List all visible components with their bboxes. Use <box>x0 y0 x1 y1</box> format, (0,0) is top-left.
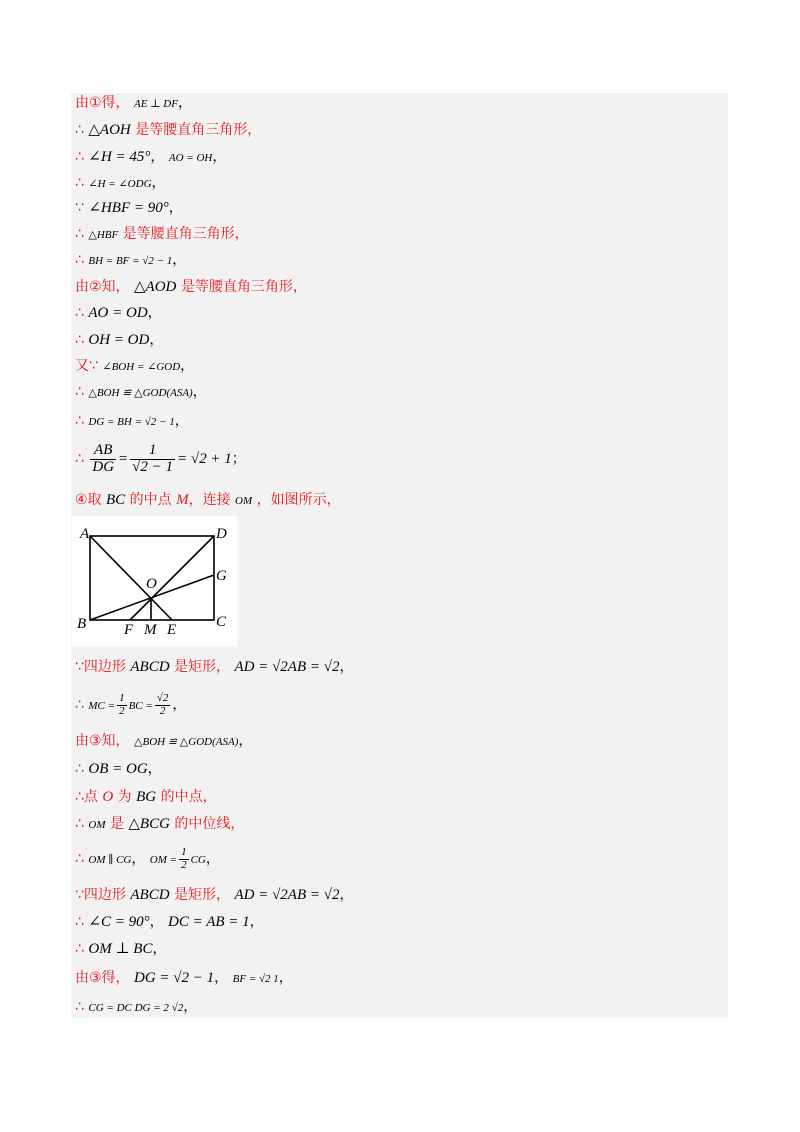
fraction-numerator: 1 <box>130 443 175 460</box>
punct: ， <box>339 659 354 675</box>
punct: ， <box>278 970 293 986</box>
math-expr: CG <box>190 854 206 866</box>
math-expr: BG <box>136 789 157 805</box>
label-d: D <box>216 526 227 542</box>
math-expr: CG = DC DG = 2 √2 <box>88 1002 184 1014</box>
fraction <box>155 693 171 717</box>
math-expr: △AOH <box>88 122 131 138</box>
math-expr: △BCG <box>128 816 170 832</box>
math-expr: BC = <box>128 700 153 712</box>
red-text: ∴ <box>75 451 84 467</box>
red-text: 由③知， <box>75 733 130 749</box>
math-expr: O <box>102 789 114 805</box>
geometry-figure <box>72 516 237 646</box>
red-text: ∴ <box>75 332 84 348</box>
segment-ae <box>90 536 172 620</box>
red-text: ，连接 <box>188 492 231 508</box>
red-text: 为 <box>117 789 132 805</box>
red-text: 是等腰直角三角形， <box>122 226 249 242</box>
math-expr: OM <box>235 495 253 507</box>
red-text: 由③得， <box>75 970 130 986</box>
equals: = <box>118 451 129 467</box>
punct: ， <box>183 999 198 1015</box>
fraction-numerator: 1 <box>181 845 187 858</box>
math-expr: OM ∥ CG <box>88 854 132 866</box>
fraction-numerator: √2 <box>156 691 169 704</box>
red-text: ∴ <box>75 999 84 1015</box>
red-text: 由①得， <box>75 95 130 111</box>
punct: ， <box>147 761 162 777</box>
punct: ， <box>214 970 229 986</box>
red-text: 的中点 <box>129 492 172 508</box>
solution-line <box>75 354 194 378</box>
fraction <box>179 847 189 871</box>
red-text: 的中点， <box>160 789 217 805</box>
solution-line <box>75 301 162 325</box>
solution-line <box>75 488 341 512</box>
punct: ， <box>172 697 187 713</box>
punct: ， <box>152 941 167 957</box>
punct: ， <box>147 305 162 321</box>
red-text: ∴ <box>75 413 84 429</box>
punct: ， <box>172 252 187 268</box>
red-text: 是矩形， <box>174 887 230 903</box>
math-expr: DG = BH = √2 − 1 <box>88 416 175 428</box>
punct: ， <box>168 200 183 216</box>
red-text: ∴ <box>75 914 84 930</box>
red-text: ∴ <box>75 697 84 713</box>
red-text: ∴ <box>75 122 84 138</box>
solution-line <box>75 995 197 1019</box>
math-expr: AD = √2AB = √2 <box>234 887 340 903</box>
label-a: A <box>80 526 90 542</box>
math-expr: ∠BOH = ∠GOD <box>102 361 181 373</box>
red-text: 是矩形， <box>174 659 230 675</box>
solution-line <box>75 729 252 753</box>
punct: ， <box>212 149 227 165</box>
solution-line <box>75 118 261 142</box>
solution-line <box>75 883 353 907</box>
fraction-denominator: √2 − 1 <box>132 458 174 475</box>
math-expr: BF = √2 1 <box>232 973 279 985</box>
red-text: 是等腰直角三角形， <box>135 122 262 138</box>
math-expr: ABCD <box>130 659 170 675</box>
fraction-denominator: 2 <box>119 704 125 717</box>
math-expr: = √2 + 1 <box>177 451 232 467</box>
label-o: O <box>146 576 157 592</box>
red-text: 的中位线， <box>174 816 245 832</box>
solution-line <box>75 812 244 836</box>
red-text: 是等腰直角三角形， <box>180 279 307 295</box>
math-expr: BC <box>106 492 126 508</box>
solution-line <box>75 937 166 961</box>
red-text: ∴ <box>75 851 84 867</box>
math-expr: BH = BF = √2 − 1 <box>88 255 173 267</box>
punct: ， <box>177 95 192 111</box>
math-expr: OM ⊥ BC <box>88 941 153 957</box>
red-text: ∴ <box>75 226 84 242</box>
punct: ， <box>149 914 164 930</box>
math-expr: M <box>176 492 189 508</box>
red-text: ∴ <box>75 816 84 832</box>
label-f: F <box>124 622 134 638</box>
fraction <box>117 693 127 717</box>
red-text: ∵ <box>75 200 84 216</box>
math-expr: DC = AB = 1 <box>168 914 250 930</box>
red-text: ∴ <box>75 305 84 321</box>
solution-line <box>75 966 293 990</box>
math-expr: OH = OD <box>88 332 150 348</box>
math-expr: MC = <box>88 700 116 712</box>
solution-line <box>75 757 162 781</box>
solution-line <box>75 685 186 725</box>
fraction <box>130 443 175 476</box>
math-expr: AE ⊥ DF <box>134 98 178 110</box>
fraction-denominator: 2 <box>181 858 187 871</box>
math-expr: OB = OG <box>88 761 148 777</box>
math-expr: ∠C = 90° <box>88 914 150 930</box>
red-text: ∴ <box>75 252 84 268</box>
label-e: E <box>167 622 177 638</box>
red-text: ，如图所示， <box>256 492 341 508</box>
math-expr: AO = OH <box>168 152 213 164</box>
fraction-numerator: 1 <box>119 691 125 704</box>
red-text: 又∵ <box>75 358 98 374</box>
red-text: ∴点 <box>75 789 98 805</box>
label-g: G <box>216 568 227 584</box>
punct: ； <box>231 451 246 467</box>
red-text: ∵四边形 <box>75 659 126 675</box>
punct: ， <box>131 851 146 867</box>
fraction-denominator: DG <box>92 458 115 475</box>
solution-line <box>75 785 217 809</box>
solution-line <box>75 248 186 272</box>
math-expr: OM = <box>149 854 178 866</box>
solution-line <box>75 196 183 220</box>
solution-line <box>75 910 264 934</box>
punct: ， <box>151 175 166 191</box>
solution-line <box>75 839 220 879</box>
math-expr: △AOD <box>134 279 177 295</box>
red-text: ∴ <box>75 941 84 957</box>
label-c: C <box>216 614 227 630</box>
solution-line <box>75 145 226 169</box>
red-text: ④取 <box>75 492 102 508</box>
red-text: ∵四边形 <box>75 887 126 903</box>
solution-line <box>75 439 246 479</box>
fraction <box>90 443 116 476</box>
math-expr: ∠H = ∠ODG <box>88 178 152 190</box>
segment-df <box>130 536 214 620</box>
solution-line <box>75 409 189 433</box>
label-b: B <box>77 616 87 632</box>
math-expr: △HBF <box>88 229 119 241</box>
label-m: M <box>144 622 157 638</box>
math-expr: ABCD <box>130 887 170 903</box>
fraction-numerator: AB <box>90 443 116 460</box>
solution-line <box>75 275 307 299</box>
punct: ， <box>238 733 253 749</box>
math-expr: DG = √2 − 1 <box>134 970 215 986</box>
math-expr: AO = OD <box>88 305 148 321</box>
math-expr: △BOH ≌ △GOD(ASA) <box>134 736 239 748</box>
solution-line <box>75 655 353 679</box>
math-expr: △BOH ≌ △GOD(ASA) <box>88 387 193 399</box>
red-text: 由②知， <box>75 279 130 295</box>
punct: ， <box>192 384 207 400</box>
red-text: ∴ <box>75 149 84 165</box>
math-expr: AD = √2AB = √2 <box>234 659 340 675</box>
solution-line <box>75 171 166 195</box>
solution-line <box>75 222 249 246</box>
math-expr: ∠HBF = 90° <box>88 200 169 216</box>
red-text: ∴ <box>75 175 84 191</box>
solution-line <box>75 91 192 115</box>
punct: ， <box>339 887 354 903</box>
punct: ， <box>249 914 264 930</box>
punct: ， <box>174 413 189 429</box>
red-text: ∴ <box>75 761 84 777</box>
rectangle-diagram <box>72 516 237 646</box>
fraction-denominator: 2 <box>159 704 166 717</box>
red-text: 是 <box>109 816 124 832</box>
solution-line <box>75 380 207 404</box>
punct: ， <box>150 149 165 165</box>
red-text: ∴ <box>75 384 84 400</box>
math-expr: ∠H = 45° <box>88 149 151 165</box>
solution-line <box>75 328 163 352</box>
punct: ， <box>205 851 220 867</box>
punct: ， <box>180 358 195 374</box>
math-expr: OM <box>88 819 106 831</box>
punct: ， <box>149 332 164 348</box>
